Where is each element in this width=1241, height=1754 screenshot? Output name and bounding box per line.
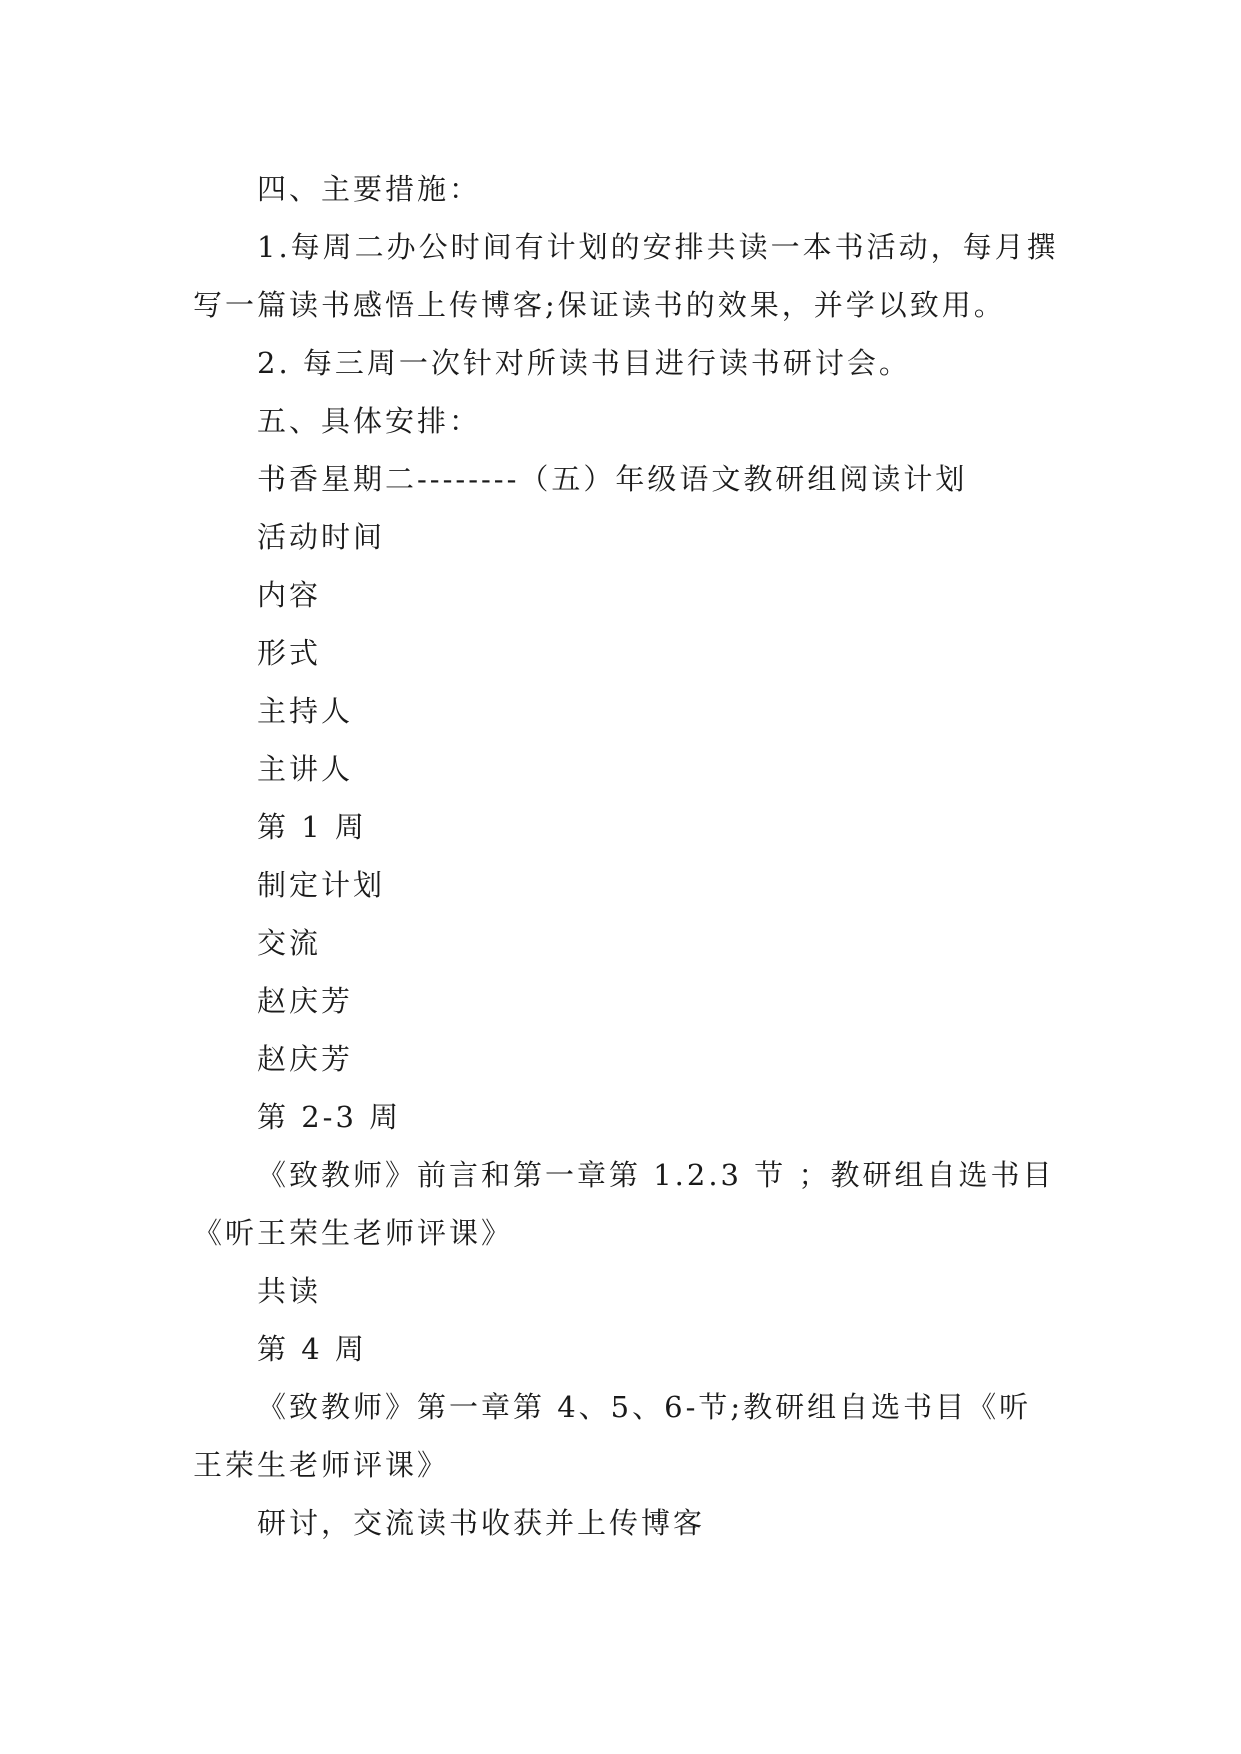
schedule-week-4-form: 研讨，交流读书收获并上传博客 — [257, 1506, 706, 1540]
schedule-week-1: 第 1 周 — [257, 810, 367, 844]
section-heading-measures: 四、主要措施： — [257, 172, 482, 206]
schedule-week-1-host: 赵庆芳 — [257, 984, 354, 1018]
schedule-week-1-speaker: 赵庆芳 — [257, 1042, 354, 1076]
schedule-header-content: 内容 — [257, 578, 322, 612]
schedule-header-form: 形式 — [257, 636, 322, 670]
schedule-week-1-content: 制定计划 — [257, 868, 386, 902]
schedule-week-2-3-content: 《致教师》前言和第一章第 1.2.3 节 ；教研组自选书目《听王荣生老师评课》 — [193, 1158, 1055, 1250]
schedule-week-4: 第 4 周 — [257, 1332, 367, 1366]
section-heading-schedule: 五、具体安排： — [257, 404, 482, 438]
measure-item-2: 2. 每三周一次针对所读书目进行读书研讨会。 — [257, 346, 911, 380]
schedule-header-speaker: 主讲人 — [257, 752, 354, 786]
schedule-week-1-form: 交流 — [257, 926, 322, 960]
schedule-header-time: 活动时间 — [257, 520, 386, 554]
measure-item-1: 1.每周二办公时间有计划的安排共读一本书活动，每月撰写一篇读书感悟上传博客;保证读书的效果，并学以致用。 — [193, 230, 1059, 322]
schedule-week-4-content: 《致教师》第一章第 4、5、6-节;教研组自选书目《听王荣生老师评课》 — [193, 1390, 1032, 1482]
schedule-header-host: 主持人 — [257, 694, 354, 728]
schedule-week-2-3-form: 共读 — [257, 1274, 322, 1308]
schedule-title: 书香星期二--------（五）年级语文教研组阅读计划 — [257, 462, 968, 496]
schedule-week-2-3: 第 2-3 周 — [257, 1100, 402, 1134]
document-body — [193, 160, 1061, 1552]
